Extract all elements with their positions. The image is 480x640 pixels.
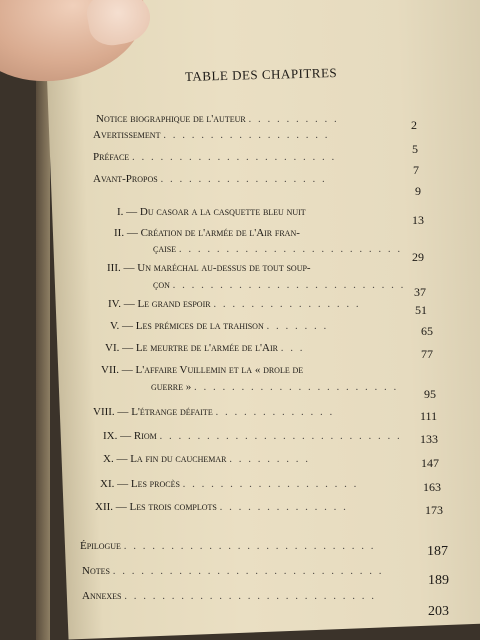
- entry-page: 9: [415, 184, 421, 198]
- toc-chapter-12: [95, 501, 348, 513]
- entry-label: Notice biographique de l'auteur: [96, 113, 246, 125]
- entry-label: Avertissement: [93, 129, 161, 141]
- leader-dots: . . . . . . . . . . . . . . . . . . . . . . . . . . .: [123, 540, 376, 552]
- chapter-title: Les trois complots: [129, 501, 217, 513]
- leader-dots: . . . . . . . . . . . . . . . . . . . . . .: [131, 151, 337, 163]
- chapter-page: 51: [415, 303, 427, 317]
- chapter-number: III. —: [107, 262, 135, 274]
- chapter-title: Un maréchal au-dessus de tout soup-: [137, 262, 311, 274]
- leader-dots: . . . . . . . . . . . . . . . .: [213, 298, 361, 310]
- toc-chapter-3-cont: [153, 279, 405, 291]
- entry-label: Épilogue: [80, 540, 121, 552]
- toc-chapter-6: [105, 342, 304, 354]
- toc-chapter-3: [107, 262, 311, 274]
- chapter-number: VI. —: [105, 342, 134, 354]
- chapter-number: II. —: [114, 227, 138, 239]
- chapter-number: X. —: [103, 453, 128, 465]
- toc-entry-notice: [96, 113, 339, 125]
- chapter-title: L'étrange défaite: [131, 406, 213, 418]
- leader-dots: . . . . . . . . . . . . . . . . . . . . . . . . . .: [159, 430, 402, 442]
- toc-entry-epilogue: [80, 540, 375, 552]
- chapter-title: L'affaire Vuillemin et la « drole de: [135, 364, 304, 376]
- entry-page: 187: [427, 544, 448, 559]
- chapter-page: 37: [414, 285, 426, 299]
- leader-dots: . . .: [280, 342, 305, 354]
- leader-dots: . . . . . . . . . . . . . . . . . . . . . . . . . . . . .: [112, 565, 384, 577]
- leader-dots: . . . . . . . . . . . . . . . . . .: [163, 129, 330, 141]
- entry-label: Avant-Propos: [93, 173, 158, 185]
- chapter-number: I. —: [117, 206, 138, 218]
- chapter-title: Les procès: [130, 478, 180, 490]
- chapter-title: Le meurtre de l'armée de l'Air: [135, 342, 278, 354]
- entry-label: Notes: [82, 565, 110, 577]
- chapter-page: 147: [421, 456, 439, 470]
- chapter-title: Riom: [133, 430, 157, 442]
- chapter-page: 29: [412, 250, 424, 264]
- entry-page: 7: [413, 163, 419, 177]
- leader-dots: . . . . . . . . .: [229, 453, 311, 465]
- chapter-title: Le grand espoir: [137, 298, 211, 310]
- entry-page: 189: [428, 573, 449, 588]
- leader-dots: . . . . . . . . . . . . .: [215, 406, 335, 418]
- chapter-number: VIII. —: [93, 406, 129, 418]
- toc-chapter-8: [93, 406, 334, 418]
- toc-chapter-4: [108, 298, 361, 310]
- leader-dots: . . . . . . . . . . . . . . . . . . . . . . . . .: [172, 279, 406, 291]
- chapter-page: 65: [421, 324, 433, 338]
- toc-entry-avertissement: [93, 129, 329, 141]
- toc-chapter-7-cont: [151, 381, 398, 393]
- chapter-page: 111: [420, 409, 438, 423]
- toc-entry-avant-propos: [93, 173, 327, 185]
- toc-title: TABLE DES CHAPITRES: [184, 65, 338, 84]
- chapter-page: 13: [412, 213, 424, 227]
- toc-chapter-2: [114, 227, 300, 239]
- chapter-page: 173: [425, 503, 443, 517]
- chapter-page: 95: [424, 387, 436, 401]
- entry-page: 5: [412, 142, 418, 156]
- chapter-number: XI. —: [100, 478, 129, 490]
- chapter-number: XII. —: [95, 501, 127, 513]
- toc-chapter-5: [110, 320, 328, 332]
- toc-chapter-9: [103, 430, 402, 442]
- toc-entry-annexes: [82, 590, 376, 602]
- leader-dots: . . . . . . . . . . . . . . . . . .: [160, 173, 327, 185]
- chapter-title-cont: çon: [153, 279, 170, 291]
- entry-page: 2: [411, 118, 417, 132]
- leader-dots: . . . . . . . . . . . . . . . . . . .: [182, 478, 359, 490]
- chapter-title: Du casoar a la casquette bleu nuit: [139, 206, 306, 218]
- chapter-title: Les prémices de la trahison: [135, 320, 264, 332]
- chapter-title-cont: çaise: [153, 243, 177, 255]
- toc-chapter-10: [103, 453, 310, 465]
- toc-entry-notes: [82, 565, 383, 577]
- chapter-number: V. —: [110, 320, 134, 332]
- entry-label: Préface: [93, 151, 130, 163]
- toc-chapter-2-cont: [153, 243, 402, 255]
- leader-dots: . . . . . . . . . . . . . . . . . . . . . . . . . . .: [124, 590, 376, 602]
- chapter-page: 77: [421, 347, 433, 361]
- chapter-number: IX. —: [103, 430, 132, 442]
- leader-dots: . . . . . . .: [266, 320, 329, 332]
- chapter-title: Création de l'armée de l'Air fran-: [140, 227, 300, 239]
- chapter-page: 163: [423, 480, 441, 494]
- toc-chapter-1: [117, 206, 306, 218]
- toc-entry-preface: [93, 151, 336, 163]
- chapter-number: IV. —: [108, 298, 135, 310]
- chapter-title: La fin du cauchemar: [130, 453, 227, 465]
- chapter-page: 133: [420, 432, 438, 446]
- chapter-number: VII. —: [101, 364, 133, 376]
- leader-dots: . . . . . . . . . . . . . . . . . . . . . . . .: [178, 243, 403, 255]
- entry-page: 203: [428, 604, 449, 619]
- toc-chapter-11: [100, 478, 358, 490]
- leader-dots: . . . . . . . . . . . . . . . . . . . . . .: [194, 381, 399, 393]
- toc-chapter-7: [101, 364, 303, 376]
- leader-dots: . . . . . . . . . . . . . .: [219, 501, 348, 513]
- chapter-title-cont: guerre »: [151, 381, 192, 393]
- entry-label: Annexes: [82, 590, 122, 602]
- leader-dots: . . . . . . . . . .: [248, 113, 339, 125]
